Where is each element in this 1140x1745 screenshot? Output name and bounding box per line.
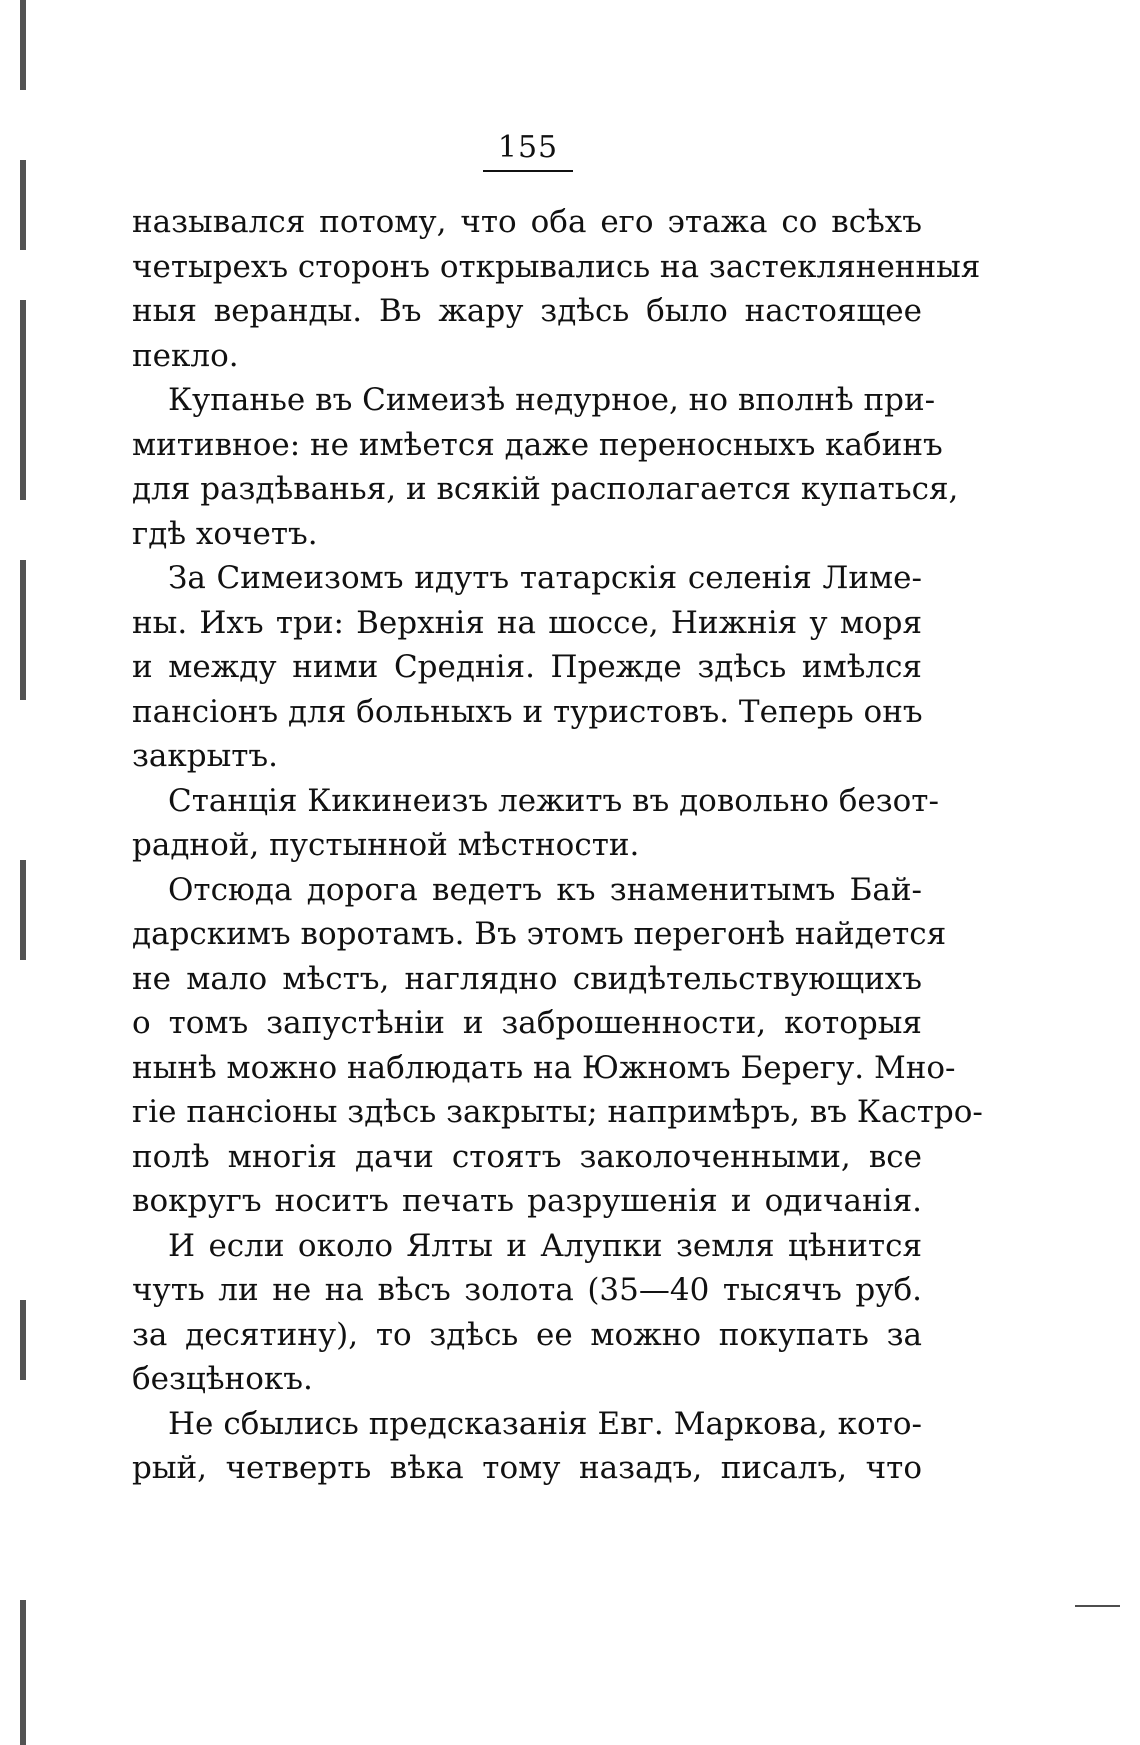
text-line: ныя веранды. Въ жару здѣсь было настоящее bbox=[132, 293, 922, 329]
body-text bbox=[132, 200, 983, 1491]
text-line: митивное: не имѣется даже переносныхъ кабинъ bbox=[132, 426, 943, 463]
text-line: чуть ли не на вѣсъ золота (35—40 тысячъ руб. bbox=[132, 1272, 922, 1308]
text-line: для раздѣванья, и всякій располагается купаться, bbox=[132, 471, 959, 507]
text-line: пекло. bbox=[132, 337, 239, 374]
text-line: четырехъ сторонъ открывались на застекляненныя bbox=[132, 248, 981, 285]
page-number-underline bbox=[483, 170, 573, 172]
text-line: безцѣнокъ. bbox=[132, 1361, 313, 1397]
text-line: радной, пустынной мѣстности. bbox=[132, 827, 640, 863]
text-line: дарскимъ воротамъ. Въ этомъ перегонѣ найдется bbox=[132, 916, 947, 952]
text-line: назывался потому, что оба его этажа со всѣхъ bbox=[132, 204, 922, 240]
text-line: За Симеизомъ идутъ татарскія селенія Лиме- bbox=[168, 560, 922, 596]
text-line: нынѣ можно наблюдать на Южномъ Берегу. Мно- bbox=[132, 1049, 956, 1086]
text-line: И если около Ялты и Алупки земля цѣнится bbox=[168, 1227, 922, 1264]
text-line: и между ними Среднія. Прежде здѣсь имѣлся bbox=[132, 649, 922, 685]
text-line: вокругъ носитъ печать разрушенія и одичанія. bbox=[132, 1183, 922, 1219]
text-line: гіе пансіоны здѣсь закрыты; напримѣръ, въ Кастро- bbox=[132, 1094, 983, 1130]
text-line: гдѣ хочетъ. bbox=[132, 515, 318, 552]
text-line: Не сбылись предсказанія Евг. Маркова, кото- bbox=[168, 1405, 922, 1442]
scan-binding-edge bbox=[20, 0, 26, 1745]
text-line: Станція Кикинеизъ лежитъ въ довольно безот- bbox=[168, 782, 939, 819]
text-line: за десятину), то здѣсь ее можно покупать за bbox=[132, 1316, 922, 1353]
text-line: ны. Ихъ три: Верхнія на шоссе, Нижнія у моря bbox=[132, 604, 922, 641]
text-line: не мало мѣстъ, наглядно свидѣтельствующихъ bbox=[132, 960, 922, 997]
text-line: полѣ многія дачи стоятъ заколоченными, все bbox=[132, 1138, 922, 1175]
margin-mark bbox=[1075, 1605, 1120, 1607]
text-line: Отсюда дорога ведетъ къ знаменитымъ Бай- bbox=[168, 871, 922, 908]
text-line: закрытъ. bbox=[132, 738, 279, 774]
page-number: 155 bbox=[497, 130, 559, 165]
text-line: о томъ запустѣніи и заброшенности, которыя bbox=[132, 1005, 922, 1041]
text-line: Купанье въ Симеизѣ недурное, но вполнѣ при- bbox=[168, 382, 936, 418]
text-line: пансіонъ для больныхъ и туристовъ. Теперь онъ bbox=[132, 693, 923, 730]
text-line: рый, четверть вѣка тому назадъ, писалъ, что bbox=[132, 1450, 922, 1486]
